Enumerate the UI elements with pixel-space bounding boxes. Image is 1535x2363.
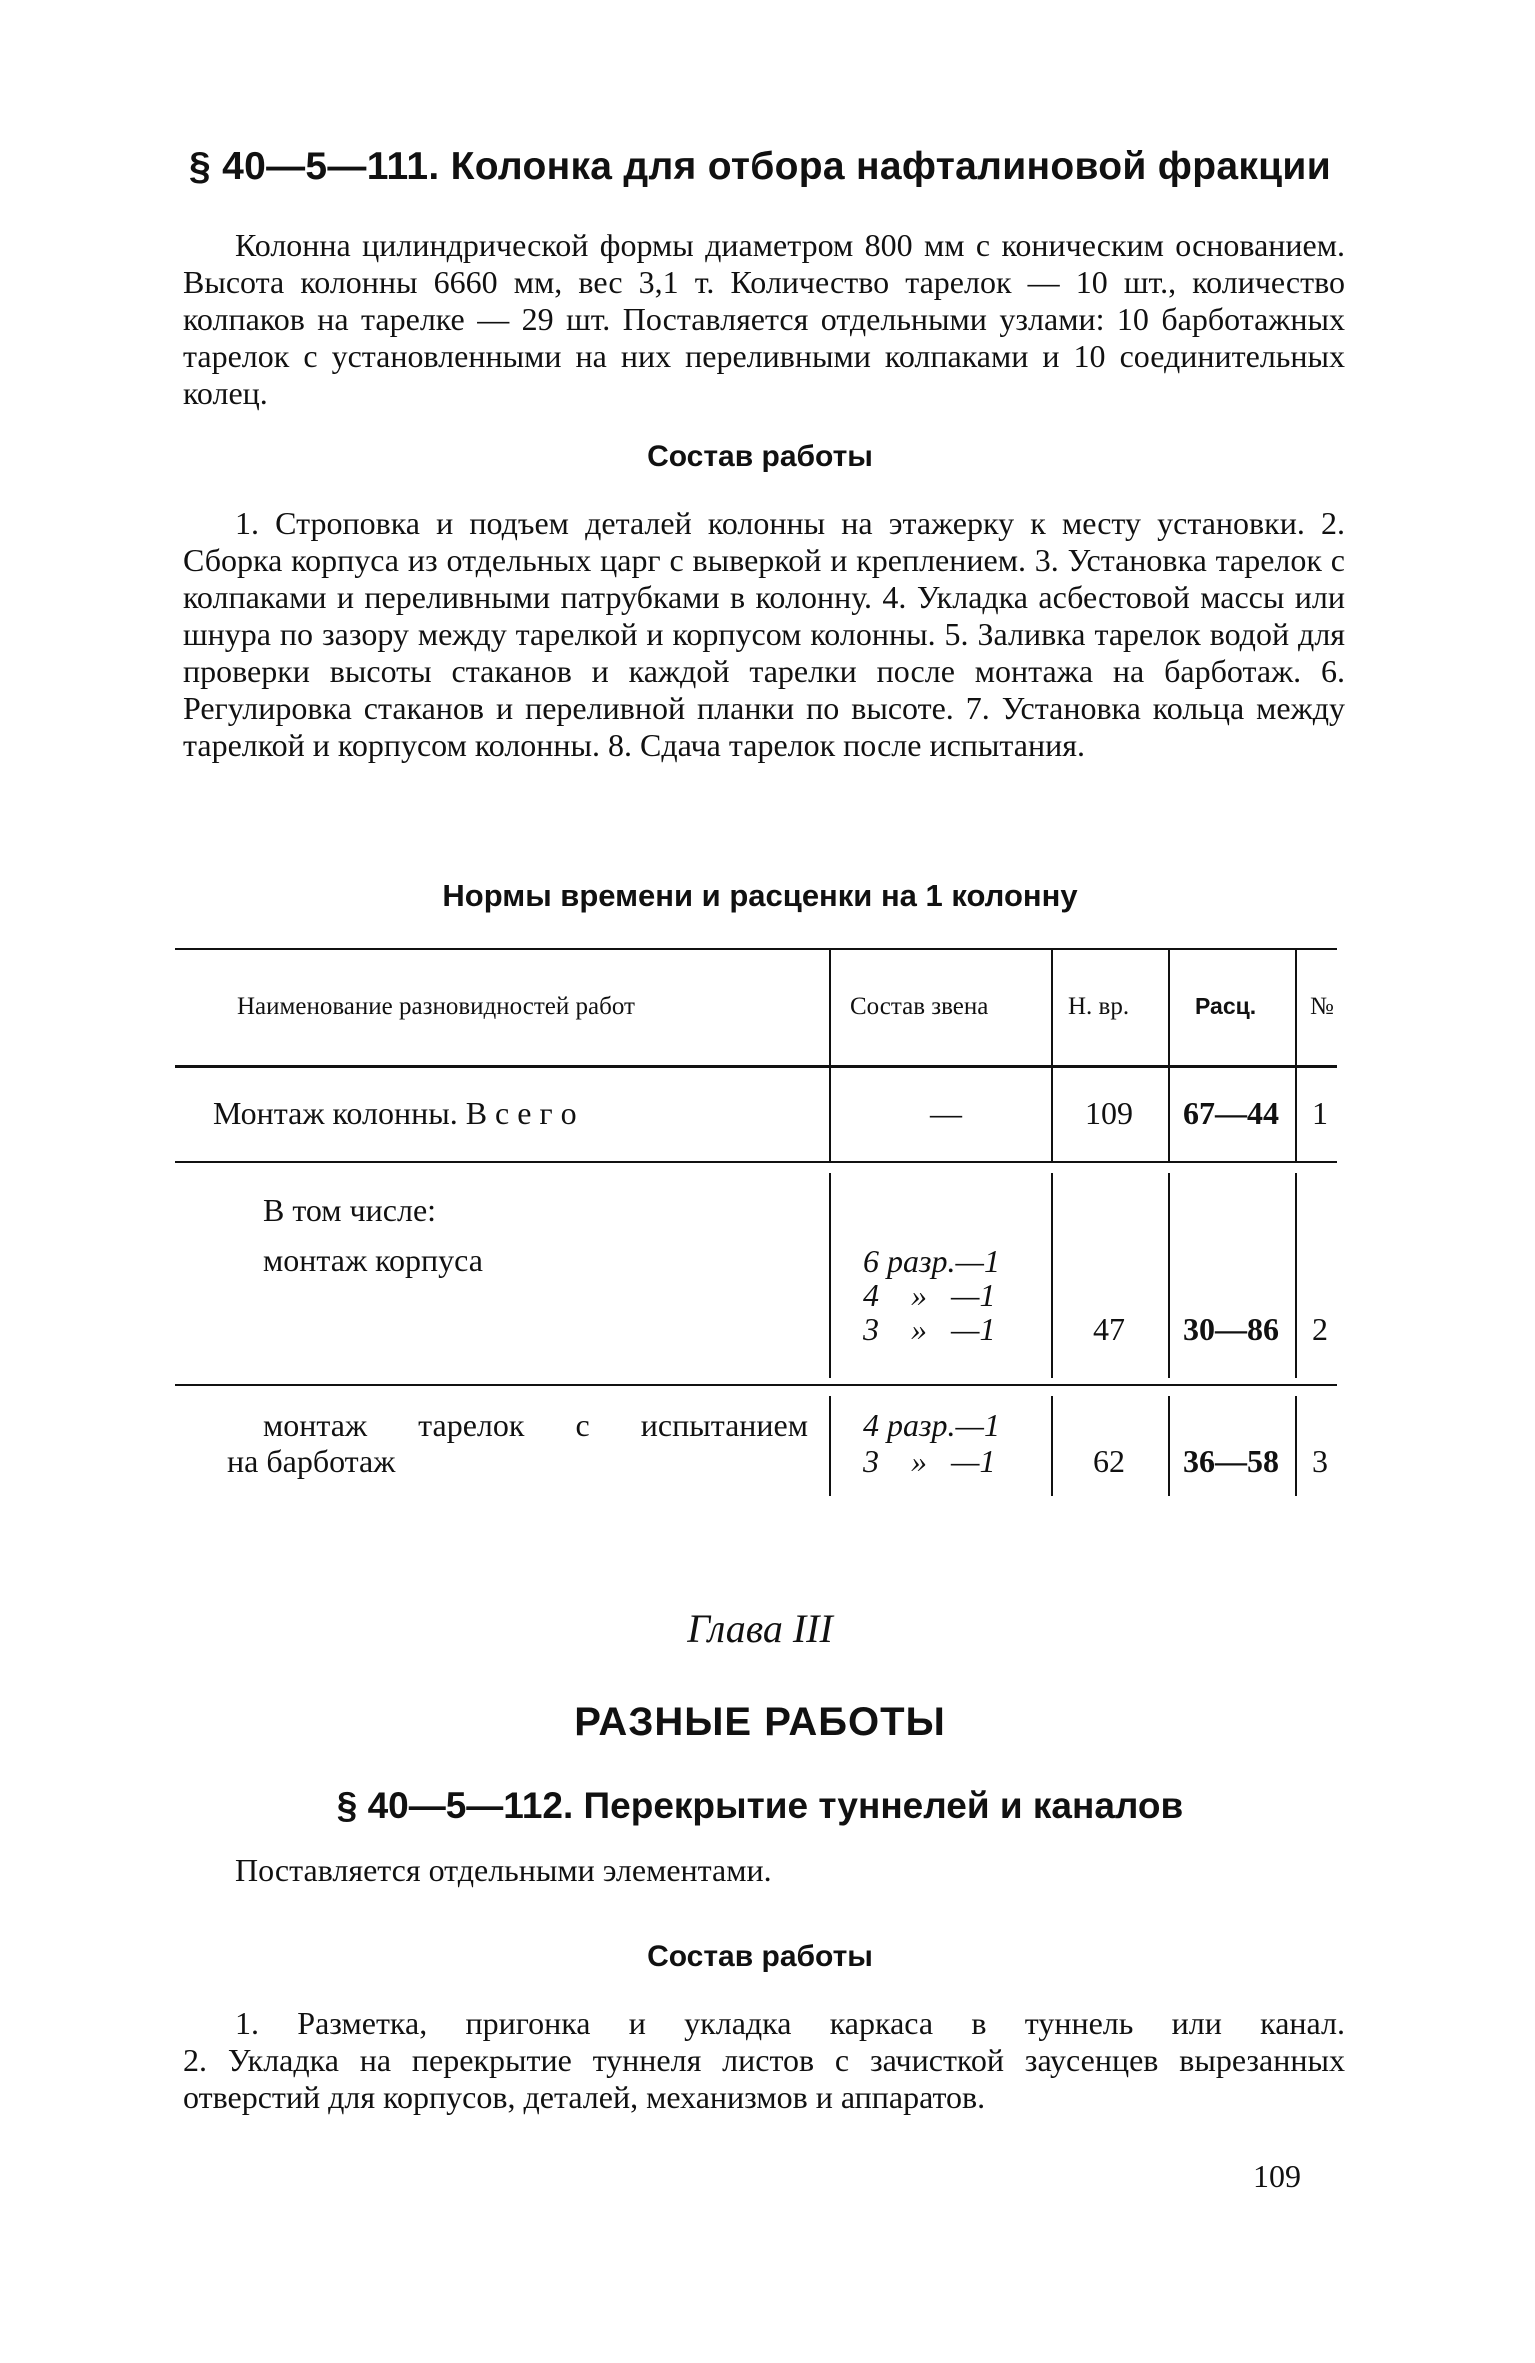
header-num: № — [1310, 993, 1334, 1020]
header-time: Н. вр. — [1068, 993, 1130, 1020]
row2-rate: 30—86 — [1183, 1311, 1279, 1347]
chapter-title: РАЗНЫЕ РАБОТЫ — [574, 1700, 946, 1744]
row2-num: 2 — [1312, 1311, 1328, 1347]
row1-crew: — — [930, 1095, 962, 1131]
section2-work-line1-text: 1. Разметка, пригонка и укладка каркаса в туннель или канал. — [235, 2005, 1345, 2041]
row2-prefix: В том числе: — [263, 1192, 437, 1228]
section2-work-line1 — [183, 2005, 1345, 2042]
work-composition — [183, 505, 1345, 764]
row2-crew-3: 3 » —1 — [863, 1311, 996, 1347]
row3-crew-1: 4 разр.—1 — [863, 1407, 1000, 1443]
section-title: § 40—5—111. Колонка для отбора нафталиновой фракции — [189, 145, 1331, 188]
norms-table — [175, 948, 1345, 1508]
row1-name: Монтаж колонны. В с е г о — [213, 1095, 577, 1131]
section2-title: § 40—5—112. Перекрытие туннелей и каналов — [336, 1785, 1184, 1826]
work-text: 1. Строповка и подъем деталей колонны на этажерку к месту установки. 2. Сборка корпуса из отдельных царг с выверкой и креплением. 3. Установка тарелок с колпаками и переливными патрубками в колонну. 4. Укладка асбестовой массы или шнура по зазору между тарелкой и корпусом колонны. 5. Заливка тарелок водой для проверки высоты стаканов и каждой тарелки после монтажа на барботаж. 6. Регулировка стаканов и переливной планки по высоте. 7. Установка кольца между тарелкой и корпусом колонны. 8. Сдача тарелок после испытания. — [183, 505, 1345, 763]
row3-name: монтаж тарелок с испытанием — [263, 1407, 808, 1443]
row3-crew-2: 3 » —1 — [863, 1443, 996, 1479]
section2-description-text: Поставляется отдельными элементами. — [235, 1852, 772, 1888]
row1-rate: 67—44 — [1183, 1095, 1279, 1131]
work-heading: Состав работы — [647, 440, 873, 473]
row2-crew-2: 4 » —1 — [863, 1277, 996, 1313]
row3-name-2: на барботаж — [227, 1443, 396, 1479]
row2-time: 47 — [1093, 1311, 1125, 1347]
section-description — [183, 227, 1345, 412]
row3-num: 3 — [1312, 1443, 1328, 1479]
row1-time: 109 — [1085, 1095, 1133, 1131]
header-crew: Состав звена — [850, 993, 989, 1020]
row3-rate: 36—58 — [1183, 1443, 1279, 1479]
norms-heading: Нормы времени и расценки на 1 колонну — [442, 878, 1078, 913]
chapter-label: Глава III — [687, 1606, 833, 1651]
header-name: Наименование разновидностей работ — [237, 993, 635, 1020]
row2-crew-1: 6 разр.—1 — [863, 1243, 1000, 1279]
description-text: Колонна цилиндрической формы диаметром 800 мм с коническим основанием. Высота колонны 6660 мм, вес 3,1 т. Количество тарелок — 10 шт., количество колпаков на тарелке — 29 шт. Поставляется отдельными узлами: 10 барботажных тарелок с установленными на них переливными колпаками и 10 соединительных колец. — [183, 227, 1345, 411]
row2-name: монтаж корпуса — [263, 1242, 483, 1278]
header-rate: Расц. — [1195, 993, 1257, 1019]
page-number: 109 — [1253, 2158, 1301, 2194]
section2-work-rest: 2. Укладка на перекрытие туннеля листов с зачисткой заусенцев вырезанных отверстий для корпусов, деталей, механизмов и аппаратов. — [183, 2042, 1345, 2115]
row1-num: 1 — [1312, 1095, 1328, 1131]
section2-description — [183, 1852, 1345, 1889]
section2-work-heading: Состав работы — [647, 1940, 873, 1973]
row3-time: 62 — [1093, 1443, 1125, 1479]
